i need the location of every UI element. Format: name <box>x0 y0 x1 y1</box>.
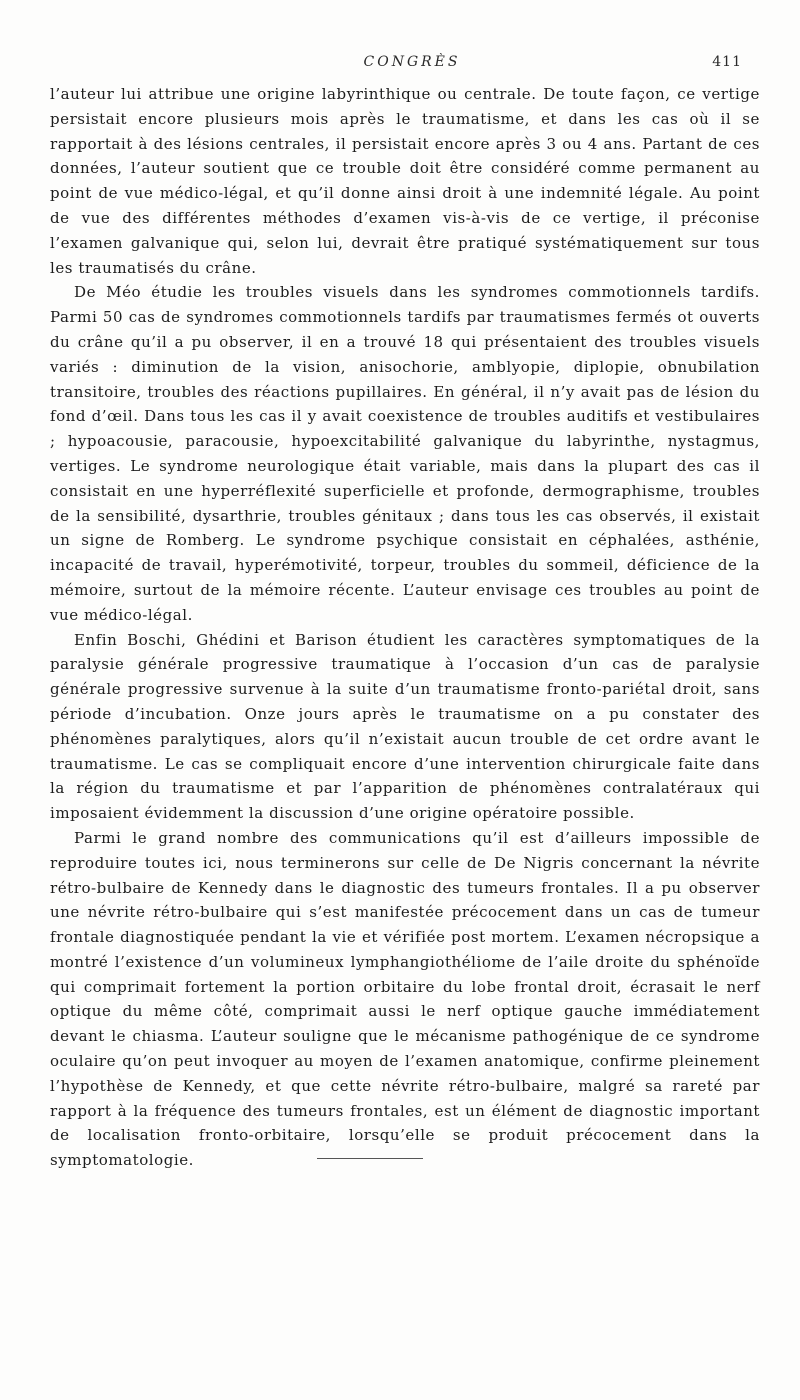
running-title: CONGRÈS <box>363 54 461 70</box>
running-head <box>82 54 742 78</box>
section-end-rule <box>317 1158 423 1159</box>
paragraph-de-meo: De Méo étudie les troubles visuels dans les syndromes commotionnels tardifs. Parmi 50 cas de syndromes commotionnels tardifs par traumatismes fermés ot ouverts du crâne qu’il a pu observer, il en a trouvé 18 qui présentaient des troubles visuels variés : diminution de la vision, anisochorie, amblyopie, diplopie, obnubilation transitoire, troubles des réactions pupillaires. En général, il n’y avait pas de lésion du fond d’œil. Dans tous les cas il y avait coexistence de troubles auditifs et vestibulaires ; hypoacousie, paracousie, hypoexcitabilité galvanique du labyrinthe, nystagmus, vertiges. Le syndrome neurologique était variable, mais dans la plupart des cas il consistait en une hyperréflexité superficielle et profonde, dermographisme, troubles de la sensibilité, dysarthrie, troubles génitaux ; dans tous les cas observés, il existait un signe de Romberg. Le syndrome psychique consistait en céphalées, asthénie, incapacité de travail, hyperémotivité, torpeur, troubles du sommeil, déficience de la mémoire, surtout de la mémoire récente. L’auteur envisage ces troubles au point de vue médico-légal. <box>50 283 760 624</box>
paragraph-vertige-continuation: l’auteur lui attribue une origine labyrinthique ou centrale. De toute façon, ce vertige persistait encore plusieurs mois après le traumatisme, et dans les cas où il se rapportait à des lésions centrales, il persistait encore après 3 ou 4 ans. Partant de ces données, l’auteur soutient que ce trouble doit être considéré comme permanent au point de vue médico-légal, et qu’il donne ainsi droit à une indemnité légale. Au point de vue des différentes méthodes d’examen vis-à-vis de ce vertige, il préconise l’examen galvanique qui, selon lui, devrait être pratiqué systématiquement sur tous les traumatisés du crâne. <box>50 85 760 277</box>
paragraph-boschi: Enfin Boschi, Ghédini et Barison étudient les caractères symptomatiques de la paralysie générale progressive traumatique à l’occasion d’un cas de paralysie générale progressive survenue à la suite d’un traumatisme fronto-pariétal droit, sans période d’incubation. Onze jours après le traumatisme on a pu constater des phénomènes paralytiques, alors qu’il n’existait aucun trouble de cet ordre avant le traumatisme. Le cas se compliquait encore d’une intervention chirurgicale faite dans la région du traumatisme et par l’apparition de phénomènes contralatéraux qui imposaient évidemment la discussion d’une origine opératoire possible. <box>50 630 760 823</box>
page-number: 411 <box>712 54 742 70</box>
paragraph-de-nigris: Parmi le grand nombre des communications qu’il est d’ailleurs impossible de reproduire toutes ici, nous terminerons sur celle de De Nigris concernant la névrite rétro-bulbaire de Kennedy dans le diagnostic des tumeurs frontales. Il a pu observer une névrite rétro-bulbaire qui s’est manifestée précocement dans un cas de tumeur frontale diagnostiquée pendant la vie et vérifiée post mortem. L’examen nécropsique a montré l’existence d’un volumineux lymphangiothéliome de l’aile droite du sphénoïde qui comprimait fortement la portion orbitaire du lobe frontal droit, écrasait le nerf optique du même côté, comprimait aussi le nerf optique gauche immédiatement devant le chiasma. L’auteur souligne que le mécanisme pathogénique de ce syndrome oculaire qu’on peut invoquer au moyen de l’examen anatomique, confirme pleinement l’hypothèse de Kennedy, et que cette névrite rétro-bulbaire, malgré sa rareté par rapport à la fréquence des tumeurs frontales, est un élément de diagnostic important de localisation fronto-orbitaire, lorsqu’elle se produit précocement dans la symptomatologie. <box>50 828 760 1170</box>
body-text <box>50 82 760 1173</box>
